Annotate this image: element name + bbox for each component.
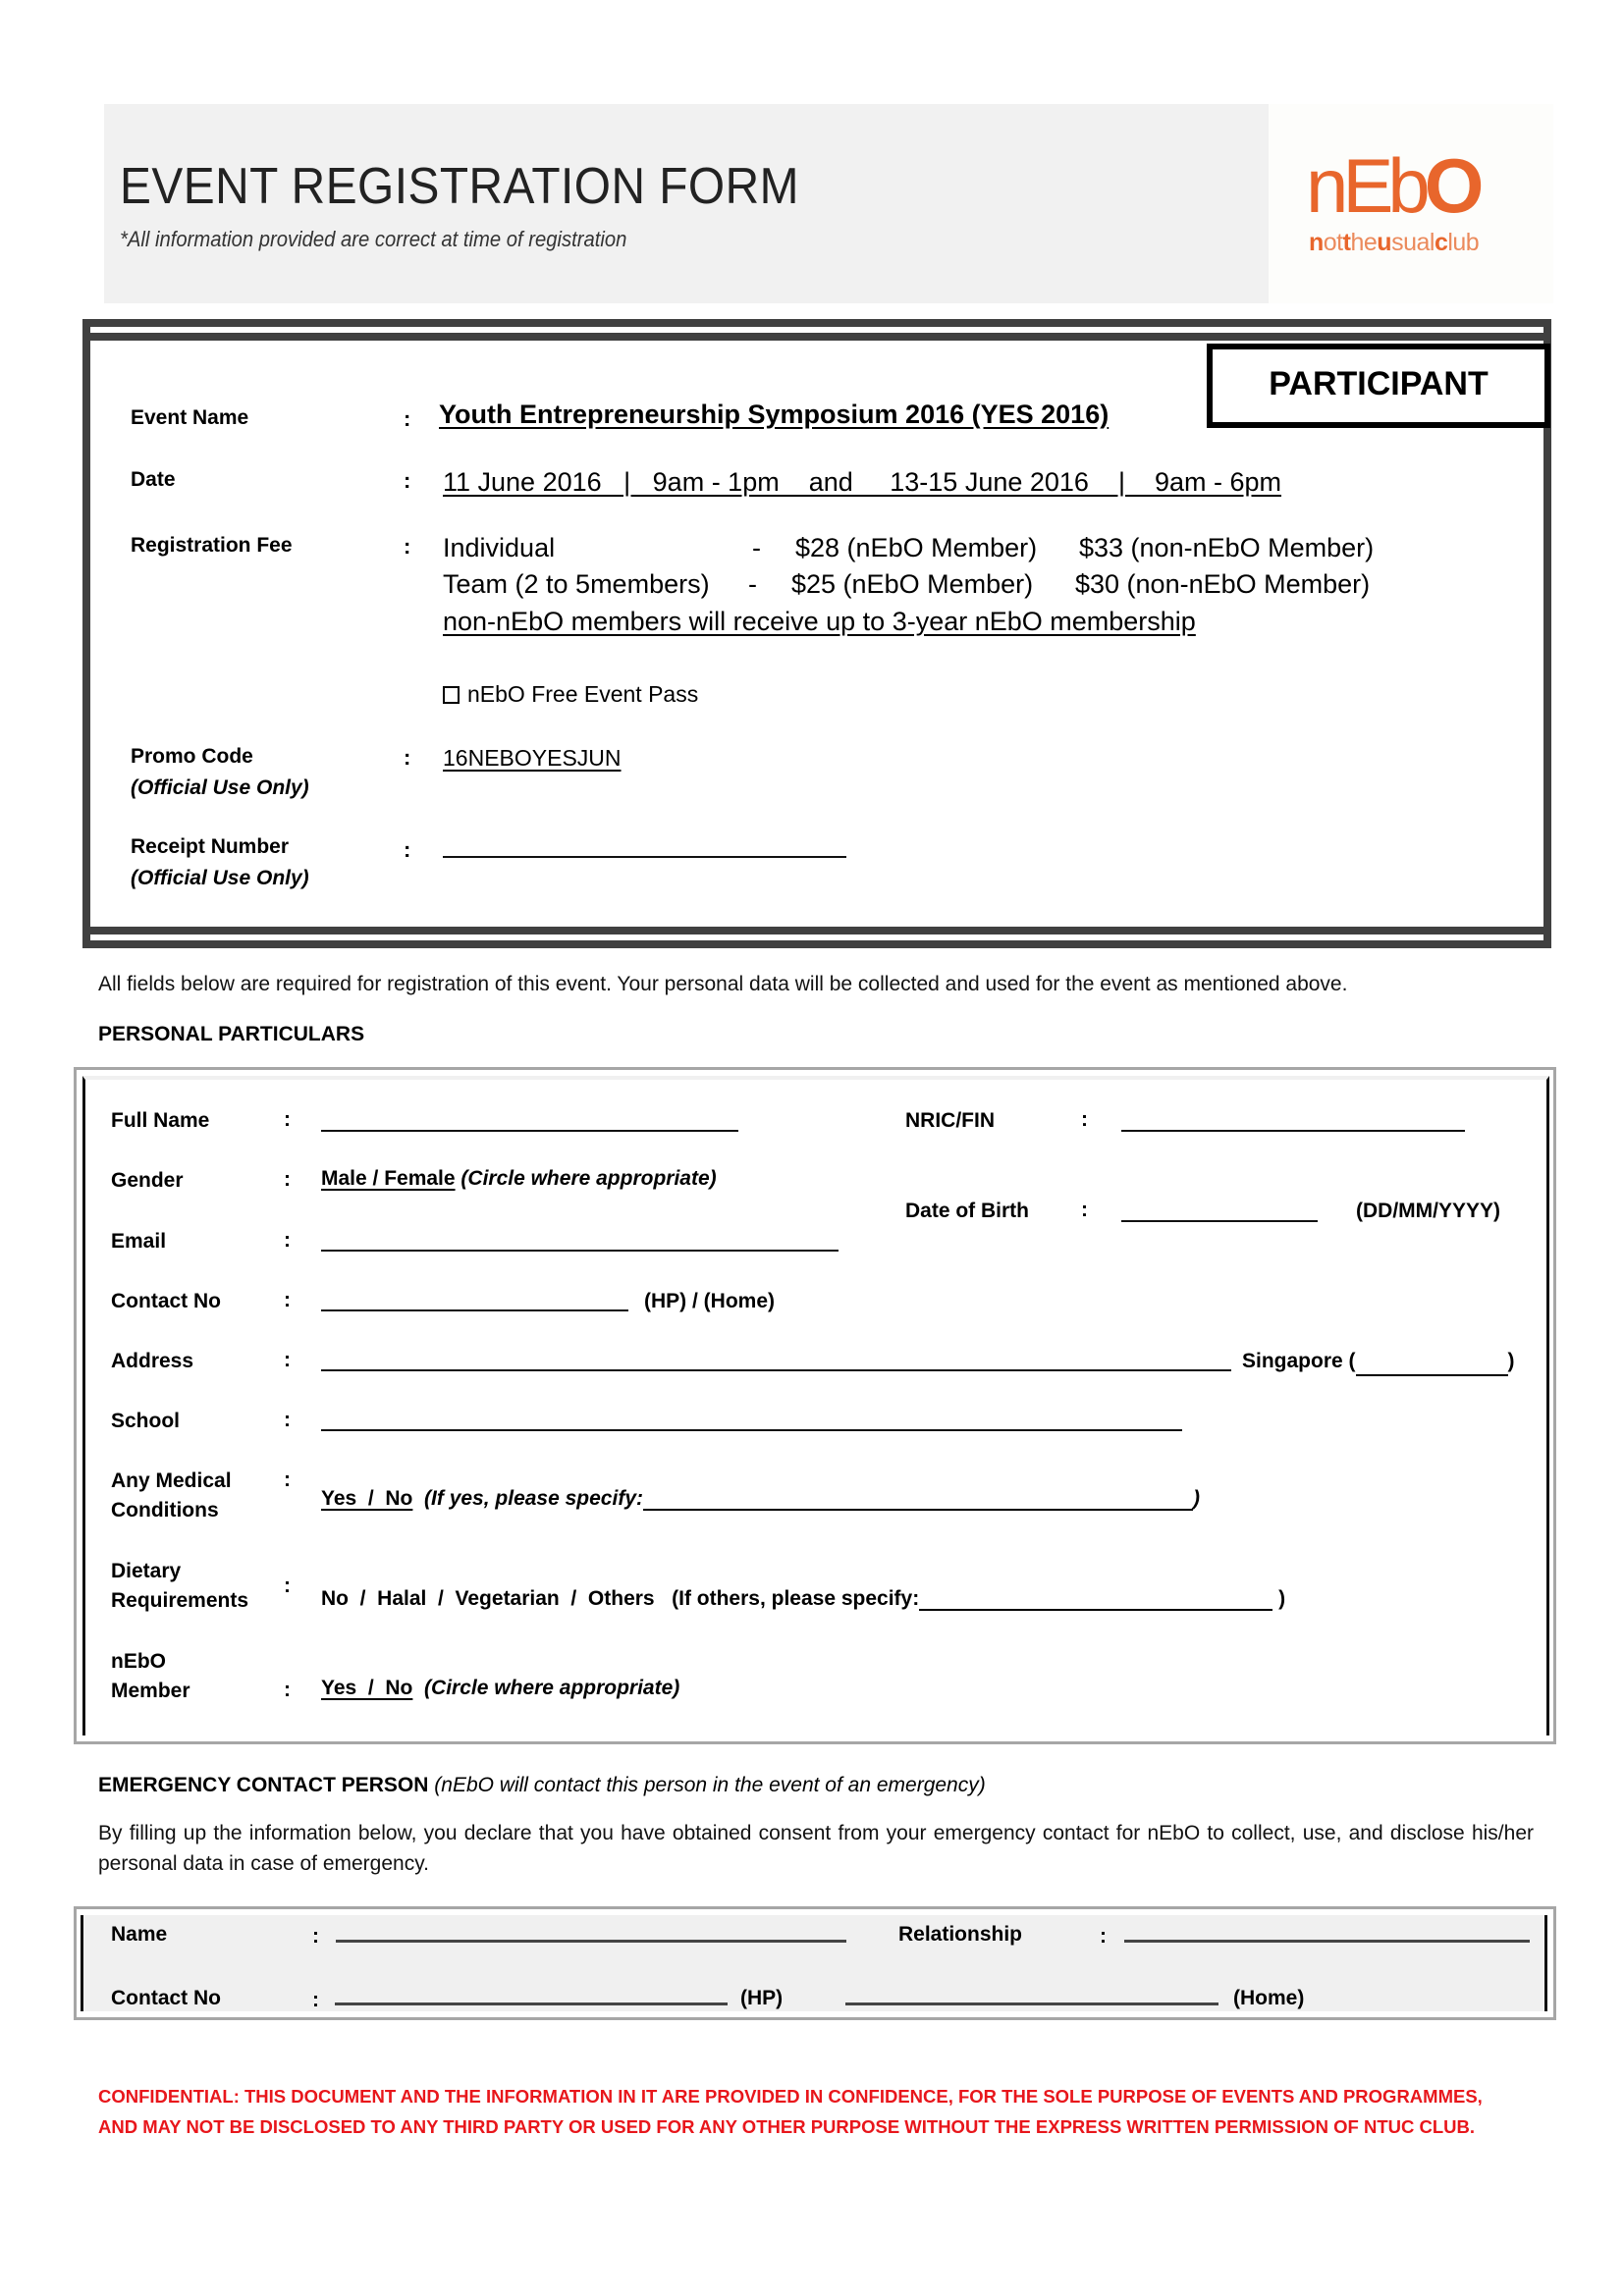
nric-label: NRIC/FIN bbox=[905, 1109, 995, 1132]
emergency-heading: EMERGENCY CONTACT PERSON (nEbO will contact this person in the event of an emergency) bbox=[98, 1774, 986, 1796]
colon: : bbox=[312, 1925, 319, 1948]
emergency-contact-label: Contact No bbox=[111, 1987, 221, 2009]
logo-big-o: O bbox=[1424, 142, 1485, 229]
relationship-field[interactable] bbox=[1124, 1940, 1530, 1943]
fee-type: Team (2 to 5members) bbox=[443, 569, 710, 599]
free-event-pass-label: nEbO Free Event Pass bbox=[467, 681, 699, 707]
registration-fee-label: Registration Fee bbox=[131, 534, 293, 557]
receipt-number-label: Receipt Number (Official Use Only) bbox=[131, 835, 309, 889]
dietary-options[interactable]: No / Halal / Vegetarian / Others bbox=[321, 1587, 655, 1610]
confidential-line-2: AND MAY NOT BE DISCLOSED TO ANY THIRD PARTY OR USED FOR ANY OTHER PURPOSE WITHOUT THE EXPRESS WRITTEN PERMISSION OF NTUC CLUB. bbox=[98, 2116, 1475, 2137]
dietary-specify-field[interactable] bbox=[919, 1589, 1272, 1611]
colon: : bbox=[1081, 1199, 1088, 1221]
participant-badge: PARTICIPANT bbox=[1207, 344, 1550, 428]
page-subtitle: *All information provided are correct at time of registration bbox=[120, 227, 627, 251]
event-name-label: Event Name bbox=[131, 406, 249, 429]
colon: : bbox=[1100, 1925, 1107, 1948]
dob-field[interactable] bbox=[1121, 1220, 1318, 1222]
hp-suffix: (HP) bbox=[740, 1987, 784, 2009]
member-options[interactable]: Yes / No bbox=[321, 1677, 413, 1699]
fee-non-member: $33 (non-nEbO Member) bbox=[1079, 533, 1375, 562]
email-label: Email bbox=[111, 1230, 167, 1253]
colon: : bbox=[284, 1108, 291, 1131]
event-box-bottom-border bbox=[82, 927, 1551, 948]
dob-format: (DD/MM/YYYY) bbox=[1356, 1200, 1500, 1222]
fee-type: Individual bbox=[443, 533, 556, 562]
fee-member: $25 (nEbO Member) bbox=[791, 569, 1034, 599]
nebo-member-label: nEbO Member bbox=[111, 1650, 190, 1702]
colon: : bbox=[404, 406, 411, 431]
gender-label: Gender bbox=[111, 1169, 184, 1192]
colon: : bbox=[284, 1168, 291, 1191]
fee-dash: - bbox=[748, 569, 757, 599]
relationship-label: Relationship bbox=[898, 1923, 1023, 1946]
receipt-number-field[interactable] bbox=[443, 856, 846, 858]
logo-tagline: nottheusualclub bbox=[1309, 229, 1480, 256]
postal-code-field[interactable] bbox=[1356, 1355, 1508, 1376]
contact-no-suffix: (HP) / (Home) bbox=[644, 1290, 775, 1312]
colon: : bbox=[404, 745, 411, 770]
emergency-consent-text: By filling up the information below, you declare that you have obtained consent from your emergency contact for nEbO to collect, use, and disclose his/her personal data in case of emergency. bbox=[98, 1822, 1534, 1875]
full-name-label: Full Name bbox=[111, 1109, 210, 1132]
contact-no-field[interactable] bbox=[321, 1309, 628, 1311]
emergency-name-label: Name bbox=[111, 1923, 168, 1946]
colon: : bbox=[312, 1989, 319, 2011]
dietary-requirements-field[interactable]: No / Halal / Vegetarian / Others (If others, please specify: ) bbox=[321, 1587, 1286, 1610]
colon: : bbox=[284, 1575, 291, 1597]
emergency-contact-inner bbox=[81, 1915, 1547, 2011]
event-name-value: Youth Entrepreneurship Symposium 2016 (YES 2016) bbox=[439, 400, 1110, 429]
colon: : bbox=[1081, 1108, 1088, 1131]
intro-text: All fields below are required for registration of this event. Your personal data will be collected and used for the event as mentioned above. bbox=[98, 973, 1348, 995]
emergency-hp-field[interactable] bbox=[335, 2002, 728, 2005]
fee-non-member: $30 (non-nEbO Member) bbox=[1075, 569, 1371, 599]
member-hint: (Circle where appropriate) bbox=[424, 1677, 680, 1699]
promo-code-value: 16NEBOYESJUN bbox=[443, 745, 622, 771]
full-name-field[interactable] bbox=[321, 1130, 738, 1132]
nebo-logo bbox=[1306, 142, 1485, 229]
medical-conditions-field[interactable]: Yes / No (If yes, please specify: ) bbox=[321, 1487, 1200, 1510]
address-field[interactable] bbox=[321, 1369, 1231, 1371]
membership-note: non-nEbO members will receive up to 3-year nEbO membership bbox=[443, 607, 1196, 636]
dietary-requirements-label: Dietary Requirements bbox=[111, 1560, 249, 1612]
fee-member: $28 (nEbO Member) bbox=[795, 533, 1038, 562]
free-event-pass-option[interactable] bbox=[443, 681, 698, 708]
page-title: EVENT REGISTRATION FORM bbox=[120, 158, 799, 215]
address-country: Singapore ( ) bbox=[1242, 1347, 1515, 1376]
gender-field[interactable] bbox=[321, 1167, 717, 1191]
colon: : bbox=[284, 1289, 291, 1311]
emergency-name-field[interactable] bbox=[336, 1940, 846, 1943]
medical-hint: (If yes, please specify: bbox=[424, 1487, 643, 1510]
nebo-member-field[interactable] bbox=[321, 1677, 679, 1700]
address-label: Address bbox=[111, 1350, 194, 1372]
date-value: 11 June 2016 | 9am - 1pm and 13-15 June 2016 | 9am - 6pm bbox=[443, 467, 1282, 497]
emergency-home-field[interactable] bbox=[845, 2002, 1218, 2005]
colon: : bbox=[404, 534, 411, 559]
contact-no-label: Contact No bbox=[111, 1290, 221, 1312]
home-suffix: (Home) bbox=[1233, 1987, 1305, 2009]
colon: : bbox=[404, 468, 411, 493]
medical-specify-field[interactable] bbox=[643, 1489, 1193, 1511]
free-event-pass-checkbox[interactable] bbox=[443, 686, 460, 704]
logo-wordmark: nEb bbox=[1306, 142, 1425, 229]
fee-dash: - bbox=[752, 533, 761, 562]
promo-code-label: Promo Code (Official Use Only) bbox=[131, 745, 309, 799]
colon: : bbox=[284, 1409, 291, 1431]
personal-particulars-heading: PERSONAL PARTICULARS bbox=[98, 1023, 365, 1045]
colon: : bbox=[284, 1468, 291, 1491]
colon: : bbox=[404, 837, 411, 862]
gender-options[interactable]: Male / Female bbox=[321, 1167, 456, 1190]
colon: : bbox=[284, 1349, 291, 1371]
colon: : bbox=[284, 1679, 291, 1701]
date-label: Date bbox=[131, 468, 176, 491]
school-field[interactable] bbox=[321, 1429, 1182, 1431]
confidential-line-1: CONFIDENTIAL: THIS DOCUMENT AND THE INFORMATION IN IT ARE PROVIDED IN CONFIDENCE, FOR THE SOLE PURPOSE OF EVENTS AND PROGRAMMES, bbox=[98, 2086, 1483, 2107]
dietary-hint: (If others, please specify: bbox=[672, 1587, 920, 1610]
email-field[interactable] bbox=[321, 1250, 839, 1252]
nric-field[interactable] bbox=[1121, 1130, 1465, 1132]
dob-label: Date of Birth bbox=[905, 1200, 1029, 1222]
personal-particulars-inner bbox=[82, 1076, 1549, 1735]
medical-conditions-label: Any Medical Conditions bbox=[111, 1469, 232, 1522]
gender-hint: (Circle where appropriate) bbox=[460, 1167, 717, 1190]
school-label: School bbox=[111, 1410, 181, 1432]
confidentiality-notice bbox=[98, 2081, 1483, 2142]
medical-options[interactable]: Yes / No bbox=[321, 1487, 413, 1510]
colon: : bbox=[284, 1229, 291, 1252]
